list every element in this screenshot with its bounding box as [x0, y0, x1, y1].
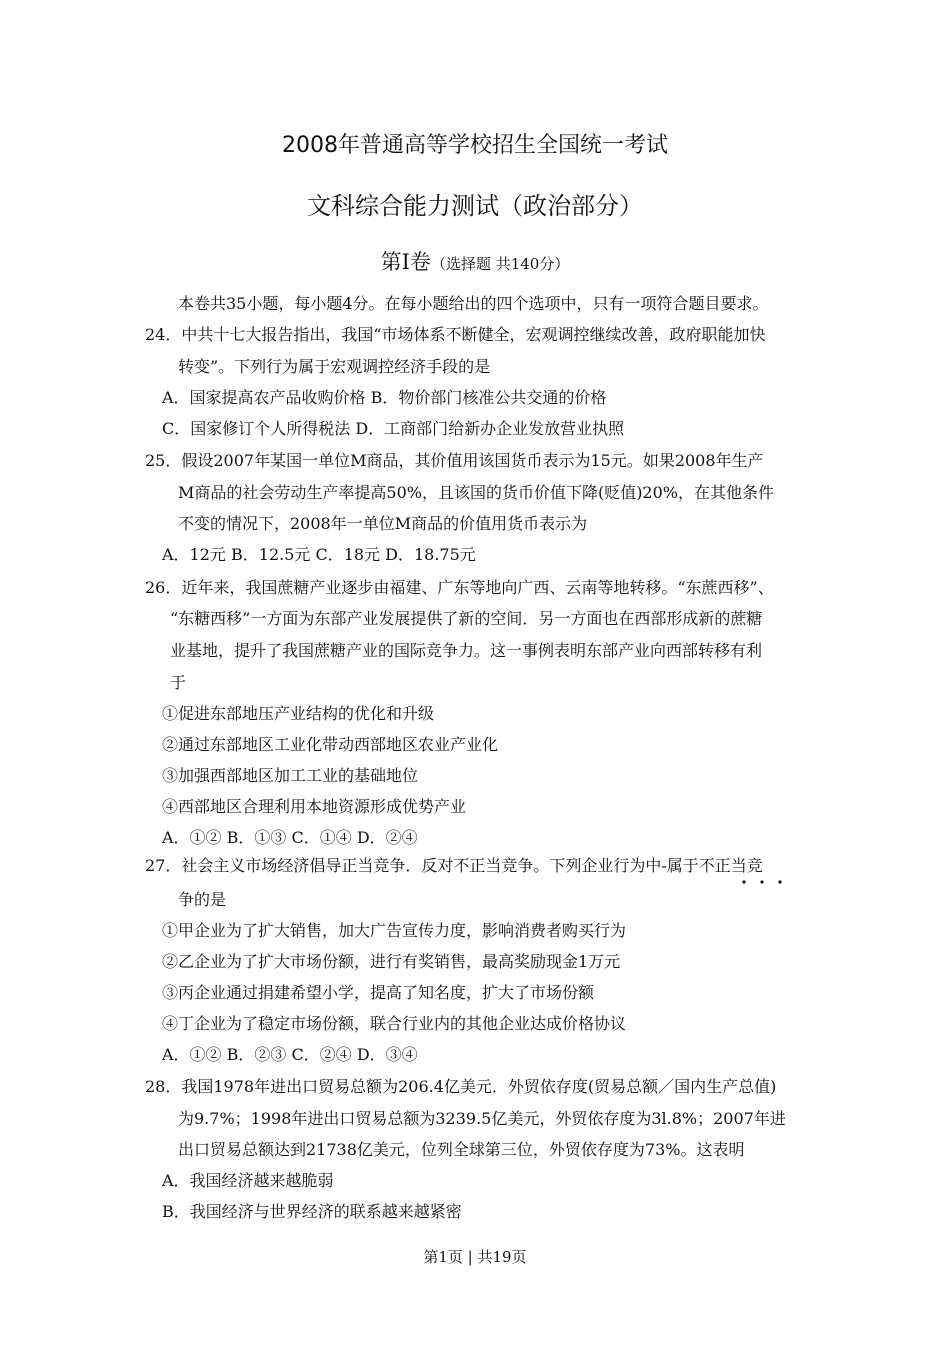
- question-28-cont1: 为9.7%；1998年进出口贸易总额为3239.5亿美元，外贸依存度为3l.8%；2007年进: [178, 1109, 786, 1128]
- q24-options-cd: C．国家修订个人所得税法 D．工商部门给新办企业发放营业执照: [162, 419, 625, 438]
- q26-statement-1: ①促进东部地压产业结构的优化和升级: [162, 704, 435, 723]
- exam-subtitle: 文科综合能力测试（政治部分）: [307, 192, 643, 220]
- question-26-cont1: “东糖西移”一方面为东部产业发展提供了新的空间．另一方面也在西部形成新的蔗糖: [170, 609, 763, 628]
- q28-option-b: B．我国经济与世界经济的联系越来越紧密: [162, 1202, 462, 1221]
- q27-statement-4: ④丁企业为了稳定市场份额，联合行业内的其他企业达成价格协议: [162, 1014, 627, 1033]
- page-footer: 第1页 | 共19页: [423, 1248, 527, 1266]
- section-heading: [0, 246, 950, 276]
- q26-options: A．①② B．①③ C．①④ D．②④: [162, 828, 418, 847]
- q24-options-ab: A．国家提高农产品收购价格 B．物价部门核准公共交通的价格: [162, 388, 607, 407]
- q26-statement-4: ④西部地区合理利用本地资源形成优势产业: [162, 797, 467, 816]
- question-25-cont1: M商品的社会劳动生产率提高50%，且该国的货币价值下降(贬值)20%，在其他条件: [178, 483, 774, 502]
- emphasis-dots: [738, 879, 798, 885]
- question-24-cont: 转变”。下列行为属于宏观调控经济手段的是: [178, 357, 491, 376]
- q27-statement-3: ③丙企业通过捐建希望小学，提高了知名度，扩大了市场份额: [162, 983, 595, 1002]
- exam-title: 2008年普通高等学校招生全国统一考试: [282, 133, 668, 158]
- question-26: 26．近年来，我国蔗糖产业逐步由福建、广东等地向广西、云南等地转移。“东蔗西移”、: [145, 578, 774, 597]
- question-26-cont3: 于: [170, 673, 187, 692]
- q27-statement-2: ②乙企业为了扩大市场份额，进行有奖销售，最高奖励现金1万元: [162, 952, 621, 971]
- question-28: 28．我国1978年进出口贸易总额为206.4亿美元．外贸依存度(贸易总额／国内生产总值): [145, 1077, 777, 1096]
- q27-statement-1: ①甲企业为了扩大销售，加大广告宣传力度，影响消费者购买行为: [162, 921, 627, 940]
- question-24: 24．中共十七大报告指出，我国“市场体系不断健全，宏观调控继续改善，政府职能加快: [145, 325, 766, 344]
- instruction-line: 本卷共35小题，每小题4分。在每小题给出的四个选项中，只有一项符合题目要求。: [178, 294, 769, 313]
- q25-options: A．12元 B．12.5元 C．18元 D．18.75元: [162, 545, 476, 564]
- question-26-cont2: 业基地，提升了我国蔗糖产业的国际竞争力。这一事例表明东部产业向西部转移有利: [170, 641, 763, 660]
- question-25-cont2: 不变的情况下，2008年一单位M商品的价值用货币表示为: [178, 514, 588, 533]
- q27-options: A．①② B．②③ C．②④ D．③④: [162, 1045, 418, 1064]
- q26-statement-2: ②通过东部地区工业化带动西部地区农业产业化: [162, 735, 499, 754]
- question-27-cont: 争的是: [178, 890, 227, 909]
- section-main: 第Ⅰ卷: [380, 250, 431, 274]
- section-sub: （选择题 共140分）: [430, 255, 570, 273]
- question-27: 27．社会主义市场经济倡导正当竞争．反对不正当竞争。下列企业行为中-属于不正当竞: [145, 856, 763, 875]
- question-28-cont2: 出口贸易总额达到21738亿美元，位列全球第三位，外贸依存度为73%。这表明: [178, 1140, 745, 1159]
- question-25: 25．假设2007年某国一单位M商品，其价值用该国货币表示为15元。如果2008年生产: [145, 451, 764, 470]
- q26-statement-3: ③加强西部地区加工工业的基础地位: [162, 766, 419, 785]
- q28-option-a: A．我国经济越来越脆弱: [162, 1171, 334, 1190]
